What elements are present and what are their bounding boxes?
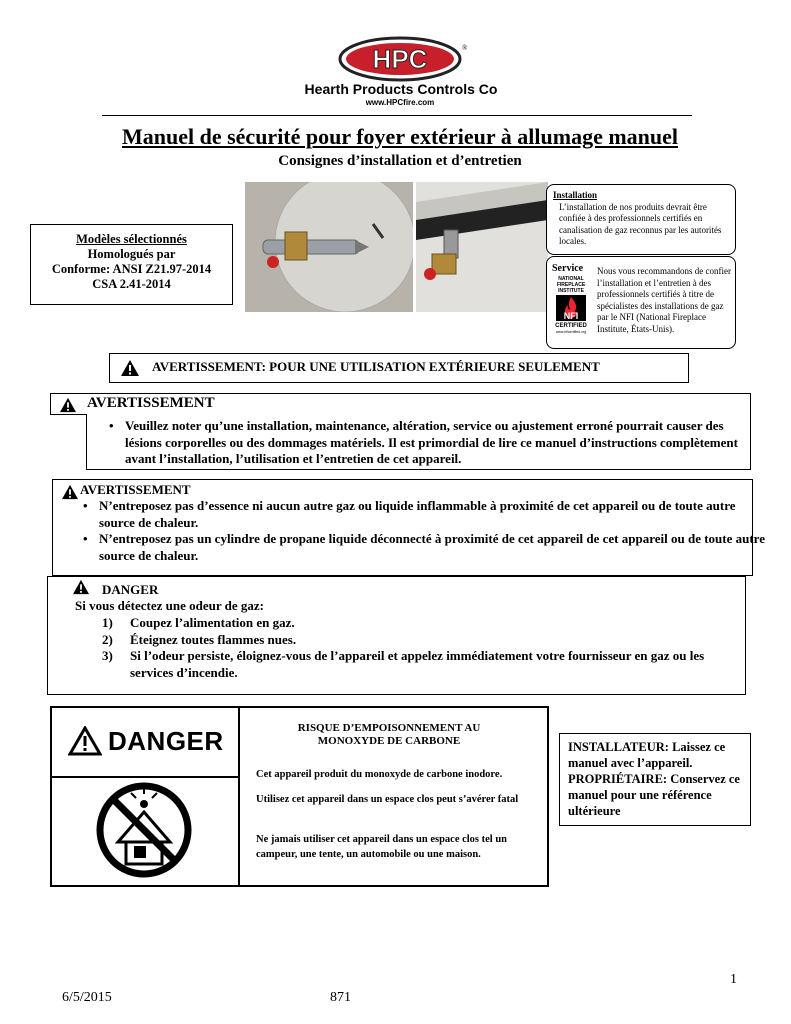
no-enclosed-space-icon [96,782,192,883]
nfi-flame-icon [556,295,586,321]
step-number: 1) [102,615,113,630]
co-danger-label: DANGER [108,726,224,756]
gas-danger-step [102,615,742,632]
warning-triangle-icon [72,579,90,600]
co-pictogram-cell [52,778,240,885]
warning2-bullet: • N’entreposez pas un cylindre de propane liquide déconnecté à proximité de cet appareil de cet appareil ou de toute autre source de chaleur. [99,531,765,564]
nfi-line3: INSTITUTE [558,288,584,294]
logo-text: HPC [372,44,428,74]
gas-danger-intro: Si vous détectez une odeur de gaz: [75,598,264,613]
nfi-certified: CERTIFIED [555,323,587,329]
page-title: Manuel de sécurité pour foyer extérieur à allumage manuel [121,124,679,149]
outdoor-warning-bar [109,353,689,383]
co-danger-label-cell [52,708,240,778]
nfi-logo-text: NFI [563,311,579,321]
step-number: 3) [102,648,113,663]
outdoor-warning-text: AVERTISSEMENT: POUR UNE UTILISATION EXTÉRIEURE SEULEMENT [152,359,600,374]
hpc-logo [338,36,464,82]
co-paragraph-3: Ne jamais utiliser cet appareil dans un espace clos tel un campeur, une tente, un automobile ou une maison. [256,834,508,860]
nfi-line1: NATIONAL [558,276,584,282]
step-text: Éteignez toutes flammes nues. [130,631,297,647]
owner-label: PROPRIÉTAIRE: [568,772,668,786]
step-text: Si l’odeur persiste, éloignez-vous de l’appareil et appelez immédiatement votre fournisseur en gaz ou les services d’incendie. [130,648,705,680]
warning-triangle-icon [61,484,79,505]
models-box [30,224,233,305]
models-line2: Conforme: ANSI Z21.97-2014 [51,262,212,276]
gas-danger-heading: DANGER [102,582,159,597]
co-heading: RISQUE D’EMPOISONNEMENT AU MONOXYDE DE CARBONE [297,722,481,747]
header-rule [102,115,692,116]
warning1-body [86,414,751,470]
step-number: 2) [102,631,113,647]
registered-mark: ® [462,44,468,52]
gas-danger-box [47,576,746,695]
warning2-heading: AVERTISSEMENT [80,482,191,497]
models-line3: CSA 2.41-2014 [92,277,171,291]
co-danger-panel [50,706,549,887]
co-paragraph-2: Utilisez cet appareil dans un espace clos peut s’avérer fatal [256,794,519,805]
product-photo-pan [245,182,413,312]
warning2-bullet: • N’entreposez pas d’essence ni aucun autre gaz ou liquide inflammable à proximité de cet appareil ou de toute autre source de chaleur. [99,498,765,531]
footer-date: 6/5/2015 [62,990,112,1005]
models-heading: Modèles sélectionnés [76,232,187,246]
installer-label: INSTALLATEUR: [568,740,669,754]
company-website: www.HPCfire.com [365,98,435,107]
gas-danger-step [102,648,742,681]
service-box [546,256,736,349]
installer-text: Laissez ce manuel avec l’appareil. [568,740,726,770]
warning1-header [50,393,751,415]
nfi-line2: FIREPLACE [556,282,586,288]
installation-heading: Installation [553,190,598,200]
installation-text: L’installation de nos produits devrait être confiée à des professionnels certifiés en canalisation de gaz reconnus par les autorités locales. [559,201,722,246]
nfi-logo [552,276,590,342]
product-photo-burner [416,182,548,312]
danger-triangle-icon [68,726,102,761]
warning2-box [52,479,765,576]
nfi-url: www.nficertified.org [555,330,587,334]
page-subtitle: Consignes d’installation et d’entretien [278,153,522,169]
models-line1: Homologués par [87,247,176,261]
company-name: Hearth Products Controls Co [304,81,498,97]
warning1-heading: AVERTISSEMENT [87,395,215,411]
installer-box [559,733,751,826]
co-paragraph-1: Cet appareil produit du monoxyde de carbone inodore. [256,769,503,780]
service-heading: Service [552,263,584,274]
gas-danger-step [102,632,742,649]
warning-triangle-icon [120,359,140,382]
page-number: 1 [730,972,737,987]
warning1-bullet: • Veuillez noter qu’une installation, maintenance, altération, service ou ajustement erroné pourrait causer des lésions corporelles ou des dommages matériels. Il est primordial de lire ce manuel d’instructions complètement avant l’installation, l’utilisation et l’entretien de cet appareil. [125,418,742,468]
installation-box [546,184,736,255]
step-text: Coupez l’alimentation en gaz. [130,615,295,630]
footer-doc-number: 871 [330,990,351,1005]
owner-text: Conservez ce manuel pour une référence ultérieure [568,772,740,818]
service-text: Nous vous recommandons de confier l’installation et l’entretien à des professionnels certifiés à titre de spécialistes des installations de gaz par le NFI (National Fireplace Institute, États-Unis). [597,266,731,334]
